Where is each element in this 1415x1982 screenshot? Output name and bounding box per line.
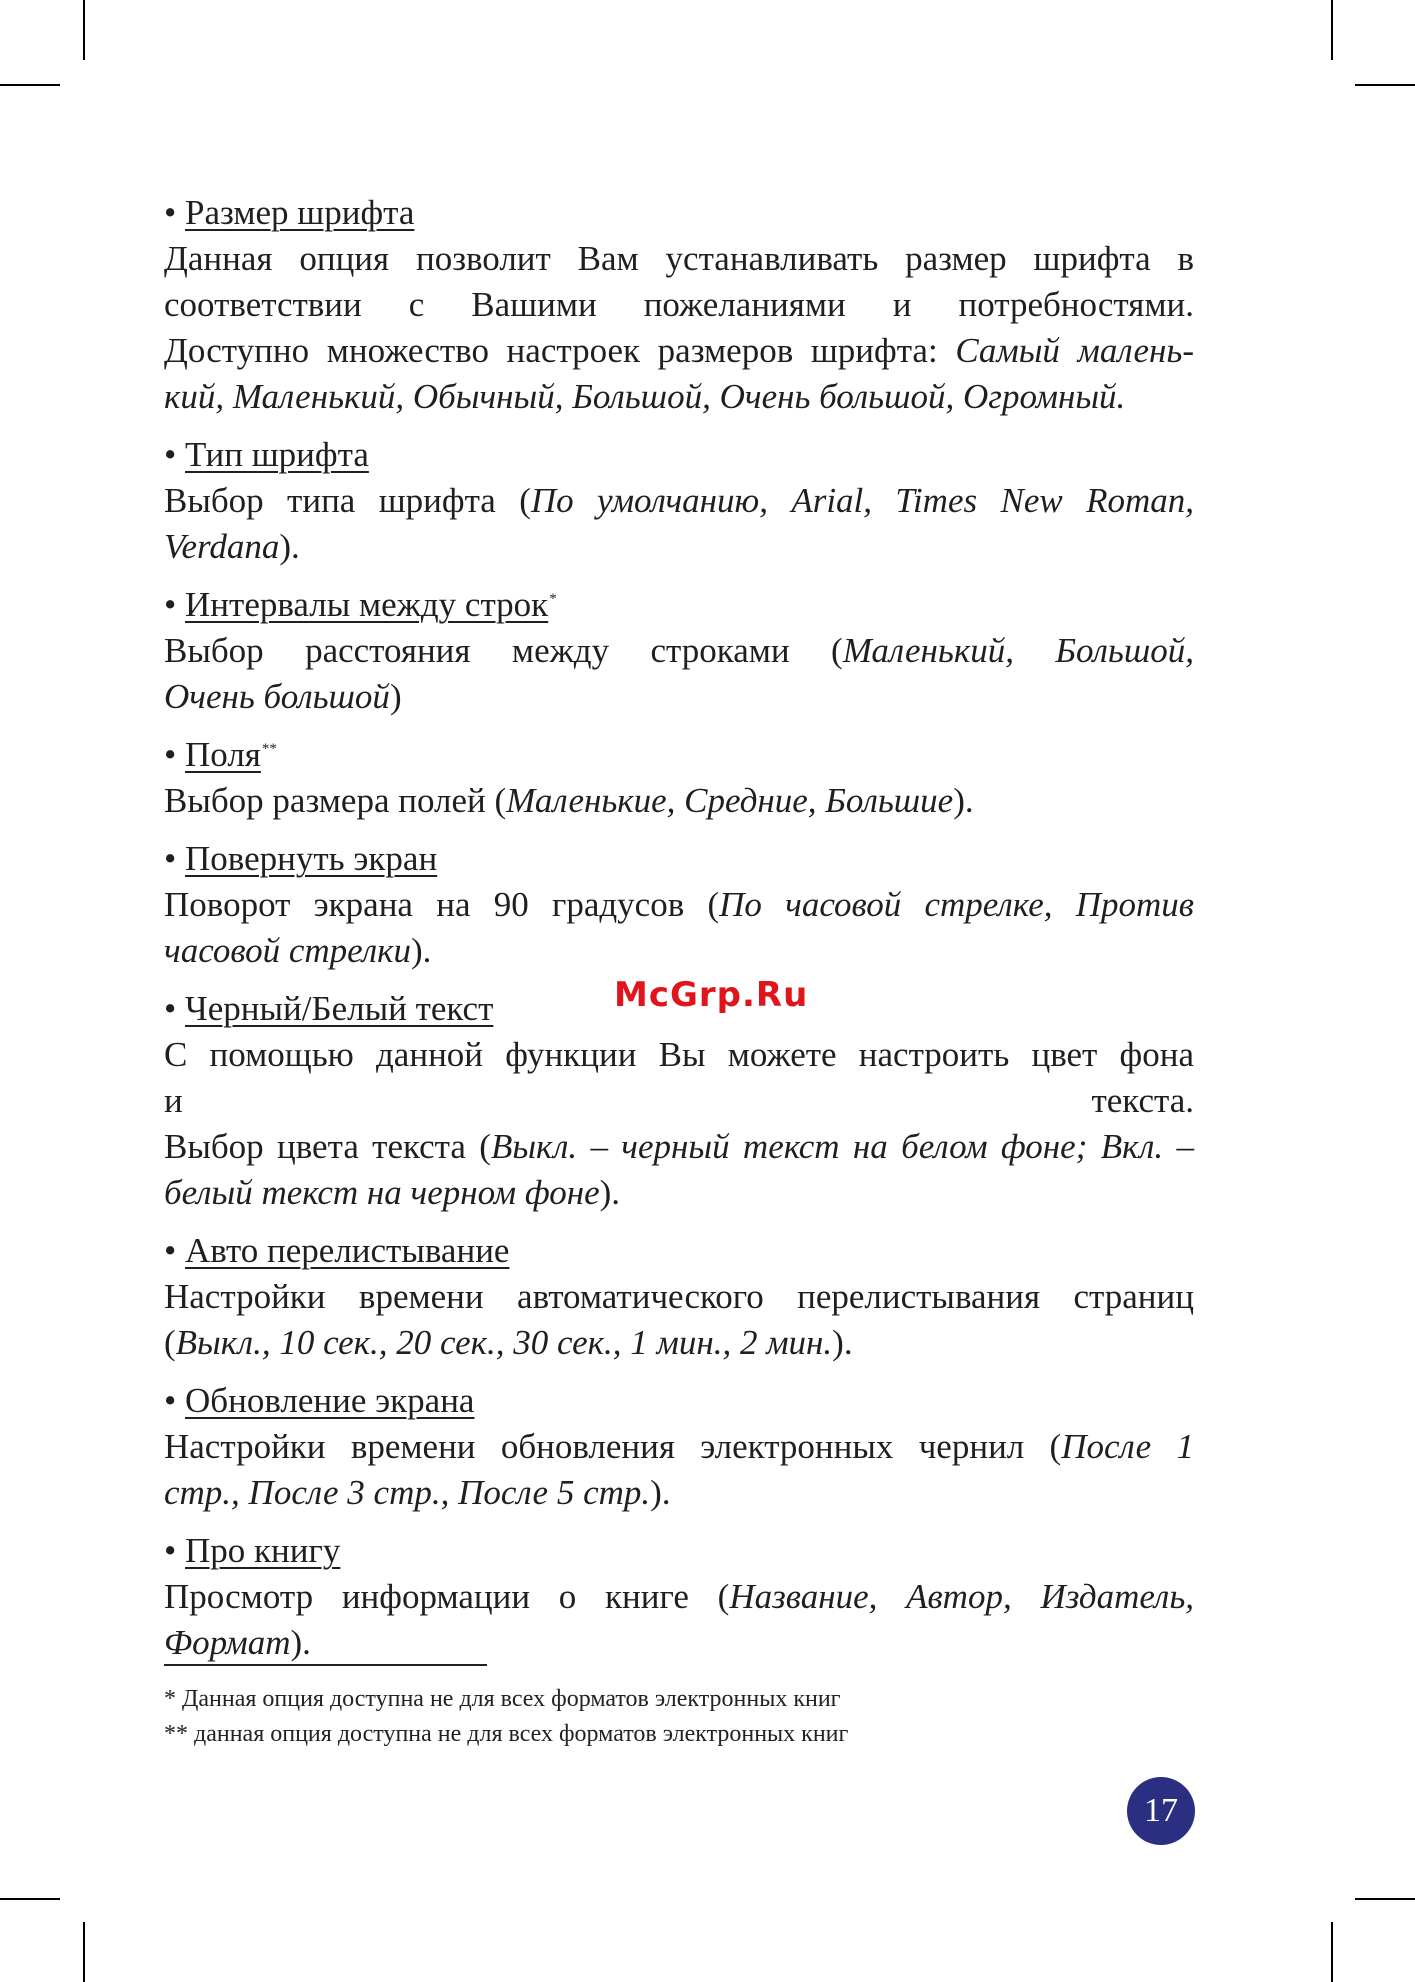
- description-text: С помощью данной функции Вы можете настроить цвет фона: [164, 1035, 1194, 1074]
- description-line: [164, 1078, 1194, 1124]
- setting-section: [164, 190, 1194, 420]
- footnote-marker: *: [549, 591, 557, 607]
- option-values: Название, Автор, Издатель,: [729, 1577, 1195, 1616]
- description-text: Выбор цвета текста (: [164, 1127, 491, 1166]
- bullet: •: [164, 1231, 177, 1270]
- setting-section: [164, 1228, 1194, 1366]
- crop-mark: [83, 1922, 85, 1982]
- crop-mark: [0, 1898, 60, 1900]
- settings-description: [164, 190, 1194, 1678]
- bullet: •: [164, 435, 177, 474]
- option-values: Выкл. – черный текст на белом фоне; Вкл. –: [490, 1127, 1194, 1166]
- setting-title: Повернуть экран: [185, 839, 438, 878]
- setting-title: Поля: [185, 735, 261, 774]
- setting-title: Черный/Белый текст: [185, 989, 494, 1028]
- setting-section: [164, 432, 1194, 570]
- description-text: ).: [599, 1173, 621, 1212]
- description-text: Данная опция позволит Вам устанавливать размер шрифта в: [164, 239, 1194, 278]
- description-line: [164, 1574, 1194, 1620]
- crop-mark: [83, 0, 85, 60]
- description-text: ).: [832, 1323, 853, 1362]
- description-text: Доступно множество настроек размеров шрифта:: [164, 331, 956, 370]
- crop-mark: [1331, 1922, 1333, 1982]
- description-text: Выбор расстояния между строками (: [164, 631, 843, 670]
- setting-section: [164, 986, 1194, 1216]
- option-values: часовой стрелки: [164, 931, 411, 970]
- option-values: кий, Маленький, Обычный, Большой, Очень большой, Огромный.: [164, 377, 1126, 416]
- description-text: Поворот экрана на 90 градусов (: [164, 885, 720, 924]
- setting-section: [164, 1528, 1194, 1666]
- description-line: [164, 778, 1194, 824]
- option-values: белый текст на черном фоне: [164, 1173, 600, 1212]
- option-values: Verdana: [164, 527, 280, 566]
- bullet: •: [164, 585, 177, 624]
- bullet: •: [164, 839, 177, 878]
- description-line: [164, 628, 1194, 674]
- crop-mark: [1331, 0, 1333, 60]
- setting-title: Интервалы между строк: [185, 585, 549, 624]
- bullet: •: [164, 989, 177, 1028]
- option-values: Маленький, Большой,: [842, 631, 1195, 670]
- option-values: Самый малень-: [955, 331, 1195, 370]
- description-line: [164, 882, 1194, 928]
- description-text: ).: [410, 931, 432, 970]
- description-text: соответствии с Вашими пожеланиями и потребностями.: [164, 285, 1194, 324]
- setting-heading: [164, 1228, 1194, 1274]
- description-text: ).: [279, 527, 300, 566]
- option-values: По часовой стрелке, Против: [719, 885, 1194, 924]
- description-line: [164, 1620, 1194, 1666]
- setting-heading: [164, 190, 1194, 236]
- setting-section: [164, 582, 1194, 720]
- setting-heading: [164, 732, 1194, 778]
- setting-heading: [164, 432, 1194, 478]
- setting-heading: [164, 582, 1194, 628]
- setting-heading: [164, 1528, 1194, 1574]
- description-text: ): [389, 677, 402, 716]
- description-line: [164, 1320, 1194, 1366]
- setting-title: Обновление экрана: [185, 1381, 475, 1420]
- description-text: (: [164, 1323, 176, 1362]
- crop-mark: [1355, 84, 1415, 86]
- option-values: Очень большой: [164, 677, 390, 716]
- description-text: и текста.: [164, 1081, 1194, 1120]
- description-line: [164, 1470, 1194, 1516]
- description-line: [164, 674, 1194, 720]
- footnotes: [164, 1682, 848, 1752]
- bullet: •: [164, 735, 177, 774]
- setting-title: Авто перелистывание: [185, 1231, 510, 1270]
- description-text: ).: [290, 1623, 311, 1662]
- setting-heading: [164, 1378, 1194, 1424]
- option-values: Выкл., 10 сек., 20 сек., 30 сек., 1 мин., 2 мин.: [175, 1323, 833, 1362]
- footnote: ** данная опция доступна не для всех форматов электронных книг: [164, 1721, 849, 1747]
- setting-section: [164, 732, 1194, 824]
- description-line: [164, 374, 1194, 420]
- description-line: [164, 524, 1194, 570]
- description-line: [164, 478, 1194, 524]
- bullet: •: [164, 193, 177, 232]
- setting-section: [164, 836, 1194, 974]
- crop-mark: [1355, 1898, 1415, 1900]
- description-text: ).: [650, 1473, 671, 1512]
- footnote-divider: [164, 1664, 487, 1666]
- bullet: •: [164, 1531, 177, 1570]
- setting-title: Про книгу: [185, 1531, 341, 1570]
- option-values: Маленькие, Средние, Большие: [506, 781, 954, 820]
- page-number-badge: 17: [1127, 1777, 1195, 1845]
- description-text: Просмотр информации о книге (: [164, 1577, 730, 1616]
- description-line: [164, 928, 1194, 974]
- option-values: После 1: [1061, 1427, 1194, 1466]
- description-text: Настройки времени автоматического перелистывания страниц: [164, 1277, 1194, 1316]
- description-line: [164, 282, 1194, 328]
- crop-mark: [0, 84, 60, 86]
- description-line: [164, 1032, 1194, 1078]
- description-line: [164, 328, 1194, 374]
- footnote: * Данная опция доступна не для всех форматов электронных книг: [164, 1686, 841, 1712]
- setting-section: [164, 1378, 1194, 1516]
- setting-heading: [164, 836, 1194, 882]
- option-values: стр., После 3 стр., После 5 стр.: [164, 1473, 651, 1512]
- description-text: Настройки времени обновления электронных чернил (: [164, 1427, 1062, 1466]
- description-text: Выбор размера полей (: [164, 781, 507, 820]
- option-values: Формат: [164, 1623, 291, 1662]
- bullet: •: [164, 1381, 177, 1420]
- setting-title: Размер шрифта: [185, 193, 415, 232]
- description-line: [164, 1170, 1194, 1216]
- description-text: ).: [953, 781, 974, 820]
- description-line: [164, 1274, 1194, 1320]
- watermark: McGrp.Ru: [614, 975, 809, 1015]
- description-line: [164, 1424, 1194, 1470]
- description-line: [164, 1124, 1194, 1170]
- option-values: По умолчанию, Arial, Times New Roman,: [530, 481, 1194, 520]
- footnote-marker: **: [261, 741, 277, 757]
- description-line: [164, 236, 1194, 282]
- setting-title: Тип шрифта: [185, 435, 369, 474]
- description-text: Выбор типа шрифта (: [164, 481, 531, 520]
